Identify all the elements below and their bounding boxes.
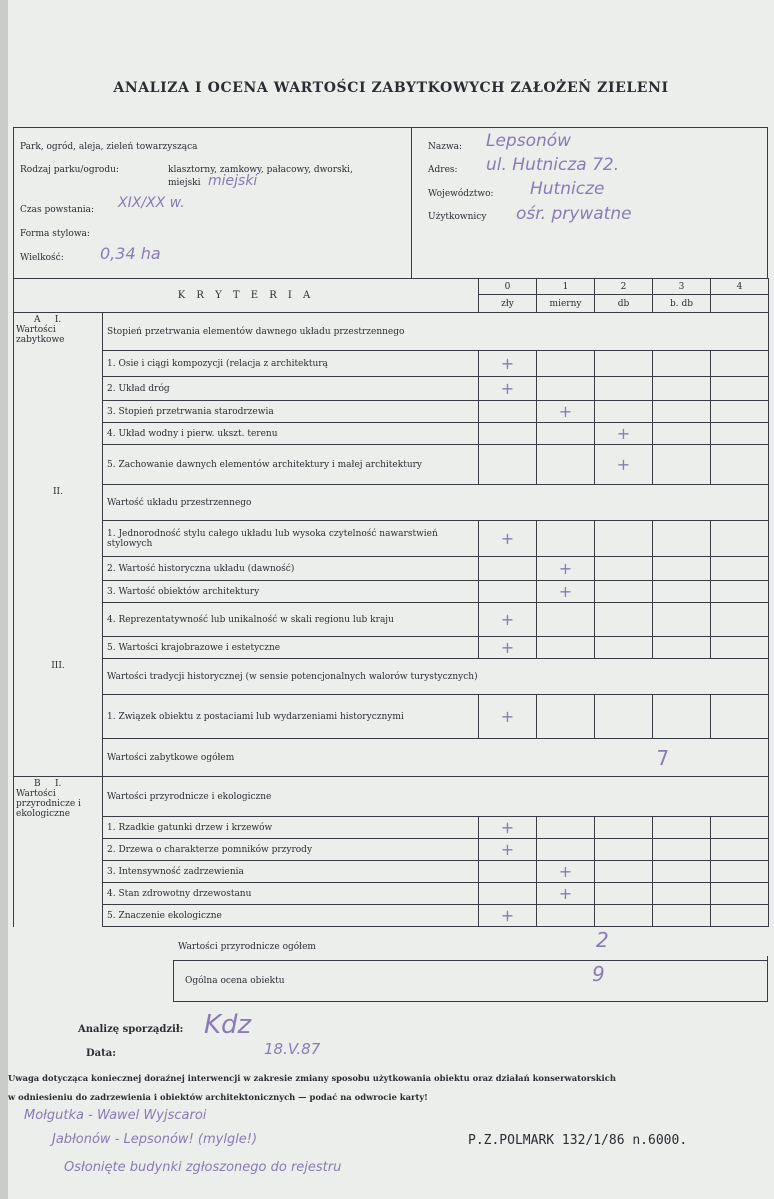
czas-label: Czas powstania: — [20, 205, 95, 215]
table-row — [14, 351, 769, 377]
a-total-value: 7 — [653, 739, 769, 777]
wojewodztwo-value: Hutnicze — [530, 179, 605, 199]
mark-cell: + — [479, 637, 537, 659]
header-divider — [411, 127, 412, 278]
row-label: 2. Układ dróg — [103, 377, 479, 401]
type-label: Rodzaj parku/ogrodu: — [20, 165, 119, 175]
handwritten-note-3: Osłonięte budynki zgłoszonego do rejestru — [64, 1160, 342, 1175]
table-row — [14, 401, 769, 423]
section-a-roman-3: III. — [14, 659, 103, 695]
uzytkownicy-label: Użytkownicy — [428, 212, 487, 222]
mark-cell: + — [479, 817, 537, 839]
header-left-border — [13, 127, 14, 278]
a3-title: Wartości tradycji historycznej (w sensie potencjonalnych walorów turystycznych) — [103, 659, 769, 695]
wielkosc-label: Wielkość: — [20, 253, 64, 263]
mark-cell: + — [479, 695, 537, 739]
score-4: 4 — [711, 279, 769, 295]
mark-cell: + — [479, 377, 537, 401]
note-line-1: Uwaga dotycząca koniecznej doraźnej interwencji w zakresie zmiany sposobu użytkowania obiektu oraz działań konserwatorskich — [8, 1073, 616, 1083]
criteria-table — [13, 278, 769, 927]
wojewodztwo-label: Województwo: — [428, 189, 494, 199]
overall-right-border — [767, 956, 768, 1002]
row-label: 5. Wartości krajobrazowe i estetyczne — [103, 637, 479, 659]
nazwa-value: Lepsonów — [486, 131, 572, 151]
type-options-2: miejski — [168, 178, 201, 188]
score-label-4 — [711, 295, 769, 313]
table-row — [14, 695, 769, 739]
row-label: 1. Osie i ciągi kompozycji (relacja z architekturą — [103, 351, 479, 377]
mark-cell: + — [479, 351, 537, 377]
table-row — [14, 581, 769, 603]
a1-title: Stopień przetrwania elementów dawnego układu przestrzennego — [103, 313, 769, 351]
score-1: 1 — [537, 279, 595, 295]
score-label-1: mierny — [537, 295, 595, 313]
section-b-name: Wartości przyrodnicze i ekologiczne — [16, 789, 81, 819]
score-2: 2 — [595, 279, 653, 295]
signature: Kdz — [204, 1010, 252, 1040]
note-line-2: w odniesieniu do zadrzewienia i obiektów architektonicznych — podać na odwrocie karty! — [8, 1092, 428, 1102]
mark-cell: + — [479, 905, 537, 927]
mark-cell: + — [537, 401, 595, 423]
table-row — [14, 603, 769, 637]
czas-value: XIX/XX w. — [118, 195, 185, 211]
row-label: 5. Znaczenie ekologiczne — [103, 905, 479, 927]
score-label-0: zły — [479, 295, 537, 313]
data-value: 18.V.87 — [264, 1040, 321, 1058]
row-label: 2. Drzewa o charakterze pomników przyrody — [103, 839, 479, 861]
mark-cell: + — [479, 603, 537, 637]
overall-bottom-border — [173, 1001, 768, 1002]
document-page — [8, 0, 774, 1199]
row-label: 3. Stopień przetrwania starodrzewia — [103, 401, 479, 423]
table-row — [14, 557, 769, 581]
score-0: 0 — [479, 279, 537, 295]
table-row — [14, 861, 769, 883]
table-row — [14, 637, 769, 659]
mark-cell: + — [595, 445, 653, 485]
row-label: 3. Intensywność zadrzewienia — [103, 861, 479, 883]
row-label: 2. Wartość historyczna układu (dawność) — [103, 557, 479, 581]
analiza-label: Analizę sporządził: — [78, 1024, 184, 1035]
handwritten-note-2: Jabłonów - Lepsonów! (mylgle!) — [52, 1132, 258, 1147]
printer-imprint: P.Z.POLMARK 132/1/86 n.6000. — [468, 1133, 688, 1148]
mark-cell: + — [479, 521, 537, 557]
table-row — [14, 883, 769, 905]
mark-cell: + — [595, 423, 653, 445]
overall-left-border — [173, 960, 174, 1002]
b-total-value: 2 — [596, 928, 609, 952]
handwritten-note-1: Mołgutka - Wawel Wyjscaroi — [24, 1108, 207, 1123]
mark-cell: + — [537, 557, 595, 581]
table-row — [14, 905, 769, 927]
paper-edge — [0, 0, 8, 1199]
adres-value: ul. Hutnicza 72. — [486, 155, 620, 175]
table-row — [14, 839, 769, 861]
score-label-2: db — [595, 295, 653, 313]
section-b-roman: I. — [54, 779, 62, 789]
data-label: Data: — [86, 1048, 116, 1059]
a-total-label: Wartości zabytkowe ogółem — [103, 739, 653, 777]
section-a-name: Wartości zabytkowe — [16, 325, 65, 345]
mark-cell: + — [479, 839, 537, 861]
overall-top-border — [173, 960, 768, 961]
forma-label: Forma stylowa: — [20, 229, 90, 239]
row-label: 4. Stan zdrowotny drzewostanu — [103, 883, 479, 905]
park-label: Park, ogród, aleja, zieleń towarzysząca — [20, 142, 198, 152]
b-total-label: Wartości przyrodnicze ogółem — [178, 942, 316, 952]
mark-cell: + — [537, 861, 595, 883]
type-handwritten: miejski — [208, 173, 258, 189]
row-label: 5. Zachowanie dawnych elementów architektury i małej architektury — [103, 445, 479, 485]
adres-label: Adres: — [428, 165, 458, 175]
header-right-border — [767, 127, 768, 278]
score-3: 3 — [653, 279, 711, 295]
wielkosc-value: 0,34 ha — [100, 244, 161, 263]
document-title: ANALIZA I OCENA WARTOŚCI ZABYTKOWYCH ZAŁOŻEŃ ZIELENI — [113, 80, 669, 96]
score-label-3: b. db — [653, 295, 711, 313]
header-top-border — [13, 127, 768, 128]
row-label: 1. Jednorodność stylu całego układu lub wysoka czytelność nawarstwień stylowych — [103, 521, 479, 557]
row-label: 4. Układ wodny i pierw. ukszt. terenu — [103, 423, 479, 445]
type-options: klasztorny, zamkowy, pałacowy, dworski, — [168, 165, 353, 175]
b1-title: Wartości przyrodnicze i ekologiczne — [103, 777, 769, 817]
row-label: 4. Reprezentatywność lub unikalność w skali regionu lub kraju — [103, 603, 479, 637]
row-label: 1. Związek obiektu z postaciami lub wydarzeniami historycznymi — [103, 695, 479, 739]
table-row — [14, 445, 769, 485]
table-row — [14, 377, 769, 401]
section-b-side — [14, 777, 103, 927]
table-row — [14, 817, 769, 839]
uzytkownicy-value: ośr. prywatne — [516, 204, 632, 224]
nazwa-label: Nazwa: — [428, 142, 463, 152]
table-row — [14, 521, 769, 557]
criteria-heading: K R Y T E R I A — [14, 279, 479, 313]
overall-label: Ogólna ocena obiektu — [185, 976, 285, 986]
row-label: 1. Rzadkie gatunki drzew i krzewów — [103, 817, 479, 839]
section-a-letter: A — [34, 315, 41, 325]
section-a-roman: I. — [54, 315, 62, 325]
a2-title: Wartość układu przestrzennego — [103, 485, 769, 521]
mark-cell: + — [537, 581, 595, 603]
section-a-side — [14, 313, 103, 351]
mark-cell: + — [537, 883, 595, 905]
table-row — [14, 423, 769, 445]
section-b-letter: B — [34, 779, 41, 789]
section-a-roman-2: II. — [14, 485, 103, 521]
overall-value: 9 — [592, 962, 605, 986]
row-label: 3. Wartość obiektów architektury — [103, 581, 479, 603]
